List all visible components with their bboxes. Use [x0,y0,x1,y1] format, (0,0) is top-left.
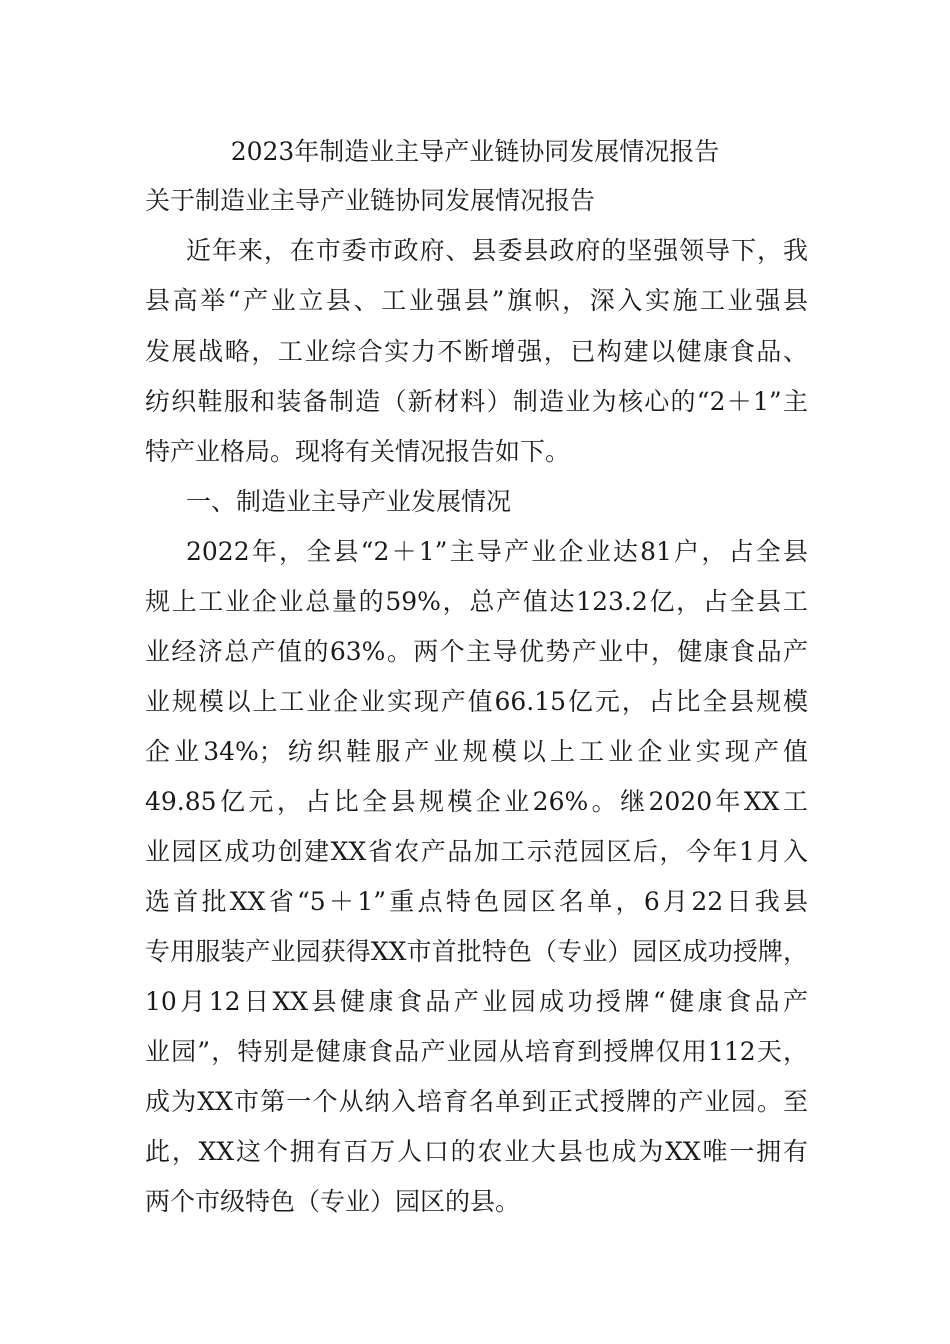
paragraph2-line-8: 选首批XX省“5＋1”重点特色园区名单，6月22日我县 [145,887,808,916]
paragraph1-line-4: 纺织鞋服和装备制造（新材料）制造业为核心的“2＋1”主 [145,387,808,416]
paragraph1-line-5: 特产业格局。现将有关情况报告如下。 [145,437,571,466]
paragraph2-line-5: 企业34%；纺织鞋服产业规模以上工业企业实现产值 [145,737,808,766]
document-title: 2023年制造业主导产业链协同发展情况报告 [230,137,720,166]
paragraph2-line-12: 成为XX市第一个从纳入培育名单到正式授牌的产业园。至 [145,1087,808,1116]
paragraph2-line-3: 业经济总产值的63%。两个主导优势产业中，健康食品产 [145,637,808,666]
paragraph1-line-1: 近年来，在市委市政府、县委县政府的坚强领导下，我 [186,236,808,265]
paragraph1-line-3: 发展战略，工业综合实力不断增强，已构建以健康食品、 [145,337,808,366]
paragraph2-line-13: 此，XX这个拥有百万人口的农业大县也成为XX唯一拥有 [145,1137,808,1166]
paragraph2-line-4: 业规模以上工业企业实现产值66.15亿元，占比全县规模 [145,687,808,716]
paragraph2-line-2: 规上工业企业总量的59%，总产值达123.2亿，占全县工 [145,587,808,616]
paragraph2-line-11: 业园”，特别是健康食品产业园从培育到授牌仅用112天， [145,1037,808,1066]
section1-heading: 一、制造业主导产业发展情况 [186,487,512,516]
paragraph2-line-1: 2022年，全县“2＋1”主导产业企业达81户，占全县 [186,537,808,566]
paragraph2-line-9: 专用服装产业园获得XX市首批特色（专业）园区成功授牌， [145,937,808,966]
paragraph1-line-2: 县高举“产业立县、工业强县”旗帜，深入实施工业强县 [145,286,808,315]
paragraph2-line-7: 业园区成功创建XX省农产品加工示范园区后，今年1月入 [145,837,808,866]
paragraph2-line-10: 10月12日XX县健康食品产业园成功授牌“健康食品产 [145,987,808,1016]
paragraph2-line-6: 49.85亿元，占比全县规模企业26%。继2020年XX工 [145,787,808,816]
paragraph2-line-14: 两个市级特色（专业）园区的县。 [145,1187,521,1216]
document-subtitle: 关于制造业主导产业链协同发展情况报告 [145,186,596,215]
